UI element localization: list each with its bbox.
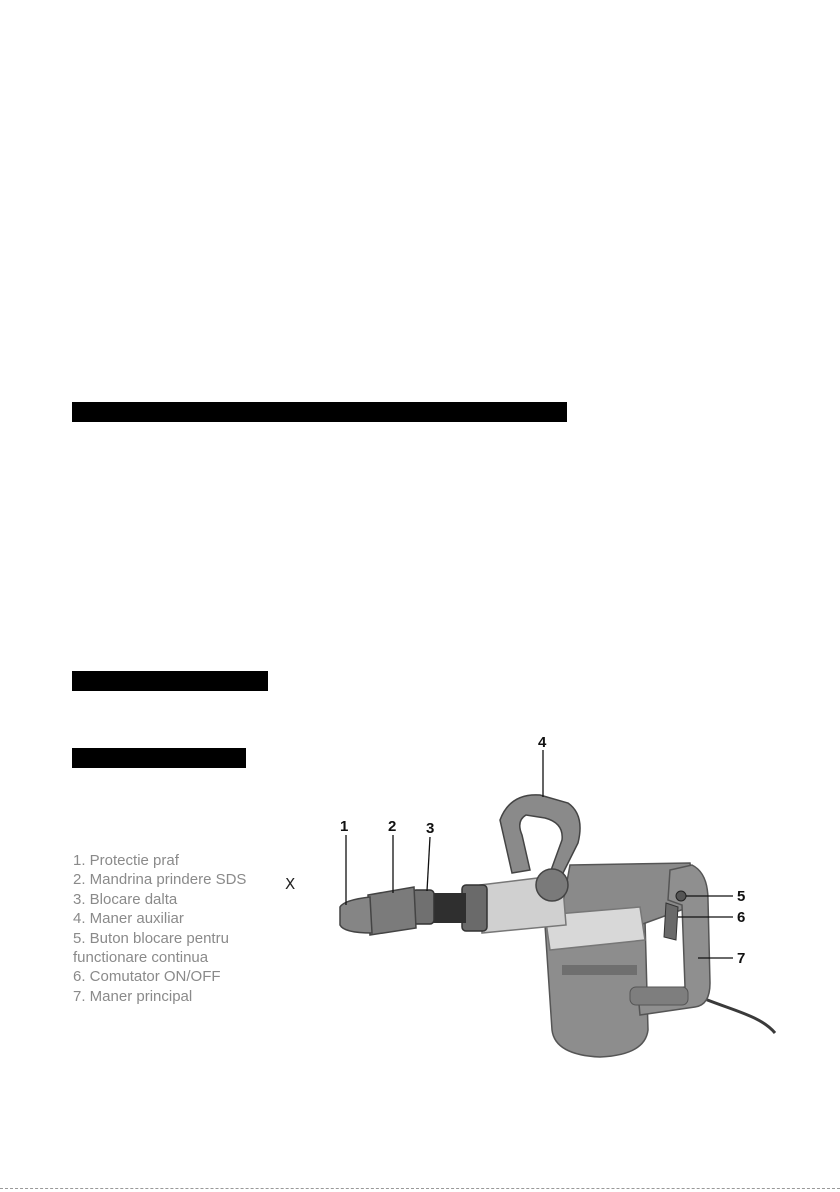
trigger <box>664 903 678 940</box>
sds-chuck <box>368 887 416 935</box>
tool-shaft <box>430 893 466 923</box>
callout-6: 6 <box>737 909 746 926</box>
parts-list-item: 1. Protectie praf <box>73 852 179 869</box>
parts-list-item: 7. Maner principal <box>73 987 193 1005</box>
power-cord <box>695 995 775 1033</box>
callout-4: 4 <box>538 734 547 751</box>
handle-strut <box>630 987 688 1005</box>
page-bottom-edge <box>0 1188 840 1189</box>
auxiliary-handle <box>500 795 580 875</box>
callout-1: 1 <box>340 818 349 835</box>
parts-list-item: 5. Buton blocare pentru <box>73 929 229 947</box>
callout-5: 5 <box>737 888 746 905</box>
parts-list-item: functionare continua <box>73 949 209 967</box>
dust-cap <box>340 897 372 933</box>
redacted-heading-bar-2 <box>72 671 268 691</box>
parts-list-item: 3. Blocare dalta <box>73 890 178 908</box>
callout-3: 3 <box>426 820 435 837</box>
callout-2: 2 <box>388 818 397 835</box>
parts-list-item: 2. Mandrina prindere SDS <box>73 871 247 889</box>
parts-list-item: 4. Maner auxiliar <box>73 910 184 928</box>
callout-7: 7 <box>737 950 746 967</box>
parts-list <box>73 851 303 1006</box>
parts-list-item: 6. Comutator ON/OFF <box>73 968 221 986</box>
auxiliary-handle-knob <box>536 869 568 901</box>
redacted-heading-bar-3 <box>72 748 246 768</box>
motor-vent <box>562 965 637 975</box>
leader-line <box>427 837 430 891</box>
stray-mark: X <box>285 875 296 893</box>
rotary-hammer-illustration <box>300 725 800 1075</box>
lock-button <box>676 891 686 901</box>
redacted-heading-bar-1 <box>72 402 567 422</box>
